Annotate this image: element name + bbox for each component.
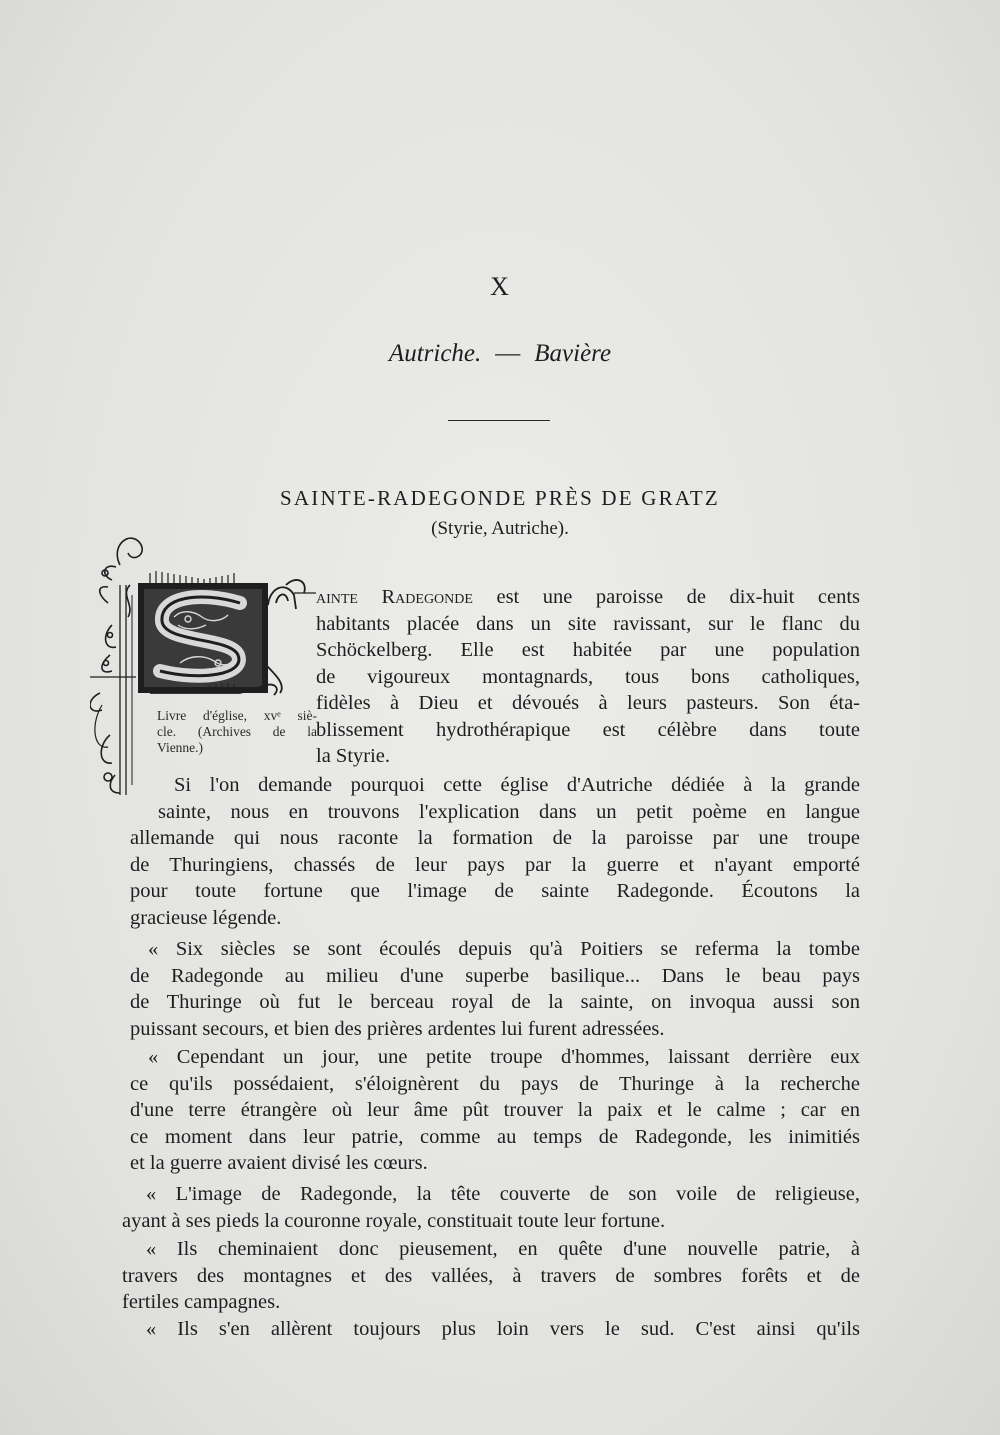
text-line: travers des montagnes et des vallées, à travers de sombres forêts et de bbox=[122, 1264, 860, 1287]
illustration-caption bbox=[157, 708, 317, 756]
text-line: de Radegonde au milieu d'une superbe basilique... Dans le beau pays bbox=[130, 964, 860, 987]
paragraph-1 bbox=[316, 584, 860, 770]
text-line: gracieuse légende. bbox=[130, 906, 282, 929]
lettrine-continuation: ainte Radegonde bbox=[316, 586, 473, 608]
chapter-title-country-2: Bavière bbox=[534, 340, 612, 367]
chapter-title-dash: — bbox=[495, 340, 521, 367]
text-line: « Ils s'en allèrent toujours plus loin vers le sud. C'est ainsi qu'ils bbox=[146, 1318, 860, 1340]
text-line: ce qu'ils possédaient, s'éloignèrent du pays de Thuringe à la recherche bbox=[130, 1072, 860, 1095]
text-line: ayant à ses pieds la couronne royale, constituait toute leur fortune. bbox=[122, 1209, 666, 1232]
chapter-title bbox=[0, 340, 1000, 368]
text-line: blissement hydrothérapique est célèbre dans toute bbox=[316, 718, 860, 741]
section-subheading: (Styrie, Autriche). bbox=[431, 518, 569, 539]
caption-line: cle. (Archives de la bbox=[157, 724, 317, 739]
text-line: allemande qui nous raconte la formation de la paroisse par une troupe bbox=[130, 827, 860, 849]
title-rule bbox=[448, 420, 550, 421]
text-line: fidèles à Dieu et dévoués à leurs pasteurs. Son éta- bbox=[316, 692, 860, 714]
paragraph-6 bbox=[122, 1236, 860, 1316]
text-line: fertiles campagnes. bbox=[122, 1291, 281, 1313]
text-line: sainte, nous en trouvons l'explication dans un petit poème en langue bbox=[158, 800, 860, 823]
text-line: puissant secours, et bien des prières ardentes lui furent adressées. bbox=[130, 1017, 665, 1040]
chapter-number: X bbox=[490, 272, 510, 301]
text-line: et la guerre avaient divisé les cœurs. bbox=[130, 1152, 428, 1174]
paragraph-5 bbox=[122, 1181, 860, 1234]
caption-line: Vienne.) bbox=[157, 740, 204, 755]
chapter-title-country-1: Autriche. bbox=[388, 340, 482, 367]
text-line: « Six siècles se sont écoulés depuis qu'à Poitiers se referma la tombe bbox=[148, 938, 860, 960]
text-line: habitants placée dans un site ravissant, sur le flanc du bbox=[316, 612, 860, 635]
text-line: de Thuringiens, chassés de leur pays par la guerre et n'ayant emporté bbox=[130, 853, 860, 876]
text-line: « Ils cheminaient donc pieusement, en quête d'une nouvelle patrie, à bbox=[146, 1238, 860, 1260]
paragraph-4 bbox=[130, 1044, 860, 1177]
text-line: de vigoureux montagnards, tous bons catholiques, bbox=[316, 665, 860, 688]
text-line: « L'image de Radegonde, la tête couverte de son voile de religieuse, bbox=[146, 1183, 860, 1205]
text-line: pour toute fortune que l'image de sainte Radegonde. Écoutons la bbox=[130, 880, 860, 902]
section-heading: SAINTE-RADEGONDE PRÈS DE GRATZ bbox=[280, 486, 720, 510]
text-line: de Thuringe où fut le berceau royal de la sainte, on invoqua aussi son bbox=[130, 991, 860, 1013]
text-line: ce moment dans leur patrie, comme au temps de Radegonde, les inimitiés bbox=[130, 1125, 860, 1148]
paragraph-3 bbox=[130, 936, 860, 1042]
caption-line: Livre d'église, xvᵉ siè- bbox=[157, 708, 317, 723]
text-line: la Styrie. bbox=[316, 745, 391, 767]
text-line: ainte Radegonde est une paroisse de dix-huit cents bbox=[316, 586, 860, 608]
illuminated-letter-s-icon bbox=[90, 525, 330, 810]
text-line: d'une terre étrangère où leur âme pût trouver la paix et le calme ; car en bbox=[130, 1099, 860, 1121]
text-line: Schöckelberg. Elle est habitée par une population bbox=[316, 639, 860, 661]
paragraph-2 bbox=[130, 772, 860, 931]
paragraph-7 bbox=[122, 1316, 860, 1343]
text-line: Si l'on demande pourquoi cette église d'Autriche dédiée à la grande bbox=[174, 774, 860, 796]
text-line: « Cependant un jour, une petite troupe d'hommes, laissant derrière eux bbox=[148, 1046, 860, 1068]
